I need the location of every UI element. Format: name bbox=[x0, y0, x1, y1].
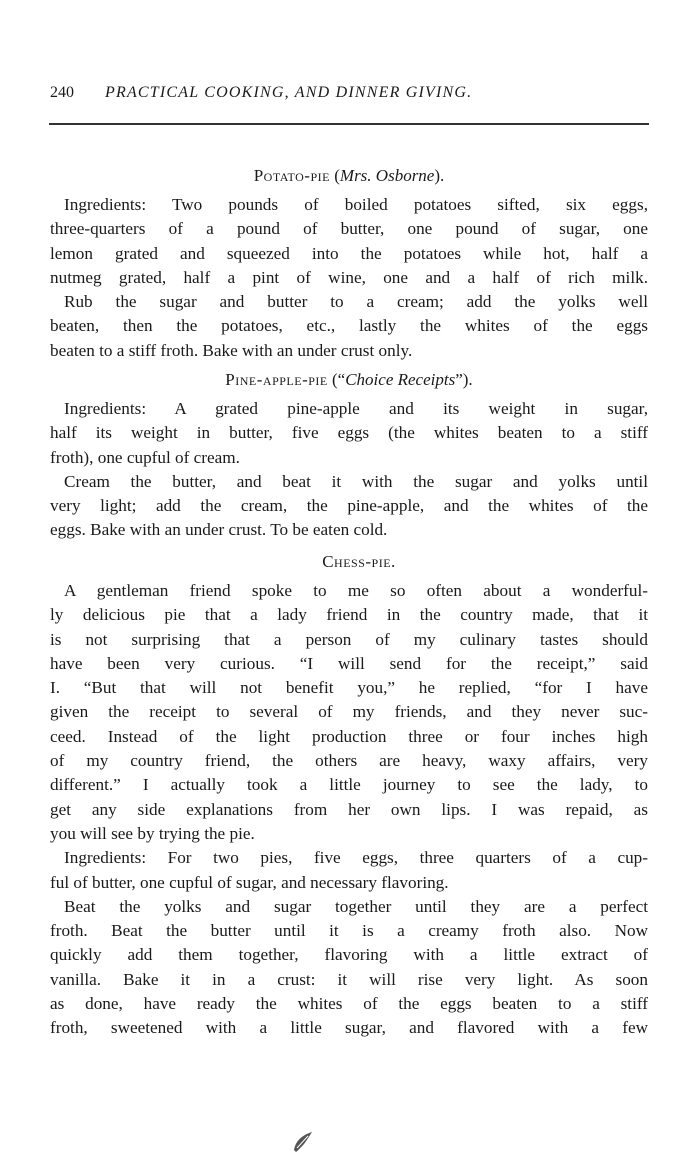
text-line: lemon grated and squeezed into the potatoes while hot, half a bbox=[50, 243, 648, 263]
text-line: half its weight in butter, five eggs (the whites beaten to a stiff bbox=[50, 423, 648, 443]
text-line: as done, have ready the whites of the eggs beaten to a stiff bbox=[50, 994, 648, 1014]
text-line: froth), one cupful of cream. bbox=[50, 447, 240, 467]
text-line: of my country friend, the others are heavy, waxy affairs, very bbox=[50, 751, 648, 771]
text-line: three-quarters of a pound of butter, one pound of sugar, one bbox=[50, 219, 648, 239]
text-line: you will see by trying the pie. bbox=[50, 823, 255, 843]
text-line: is not surprising that a person of my culinary tastes should bbox=[50, 629, 648, 649]
title-end: ). bbox=[434, 166, 445, 185]
recipe-title-pine-apple-pie bbox=[50, 370, 648, 390]
recipe-body-potato-pie bbox=[50, 193, 648, 363]
text-line: eggs. Bake with an under crust. To be eaten cold. bbox=[50, 520, 388, 540]
text-line: beaten, then the potatoes, etc., lastly the whites of the eggs bbox=[50, 316, 648, 336]
text-line: Ingredients: A grated pine-apple and its weight in sugar, bbox=[64, 399, 648, 418]
text-line: Cream the butter, and beat it with the sugar and yolks until bbox=[64, 471, 648, 491]
text-line: A gentleman friend spoke to me so often about a wonderful- bbox=[64, 581, 648, 600]
page-number: 240 bbox=[50, 84, 74, 101]
text-line: ful of butter, one cupful of sugar, and necessary flavoring. bbox=[50, 872, 449, 892]
text-line: Ingredients: For two pies, five eggs, three quarters of a cup- bbox=[64, 848, 648, 868]
text-line: different.” I actually took a little journey to see the lady, to bbox=[50, 775, 648, 795]
text-line: nutmeg grated, half a pint of wine, one and a half of rich milk. bbox=[50, 267, 648, 287]
title-main: Pine-apple-pie bbox=[225, 370, 328, 389]
title-source: Mrs. Osborne bbox=[339, 166, 435, 185]
text-line: ly delicious pie that a lady friend in the country made, that it bbox=[50, 605, 648, 625]
header-rule bbox=[49, 123, 649, 125]
text-line: Ingredients: Two pounds of boiled potatoes sifted, six eggs, bbox=[64, 195, 648, 214]
text-line: froth, sweetened with a little sugar, and flavored with a few bbox=[50, 1018, 648, 1038]
title-main: Chess-pie. bbox=[322, 552, 396, 571]
title-end: ”). bbox=[455, 370, 473, 389]
title-main: Potato-pie bbox=[253, 166, 330, 185]
title-sep: ( bbox=[329, 166, 340, 185]
text-line: I. “But that will not benefit you,” he replied, “for I have bbox=[50, 678, 648, 698]
text-line: Rub the sugar and butter to a cream; add the yolks well bbox=[64, 292, 648, 312]
text-line: ceed. Instead of the light production three or four inches high bbox=[50, 726, 648, 746]
text-line: quickly add them together, flavoring with a little extract of bbox=[50, 945, 648, 965]
text-line: given the receipt to several of my friends, and they never suc- bbox=[50, 702, 648, 722]
recipe-body-pine-apple-pie bbox=[50, 397, 648, 543]
text-line: have been very curious. “I will send for the receipt,” said bbox=[50, 653, 648, 673]
running-title: PRACTICAL COOKING, AND DINNER GIVING. bbox=[105, 84, 473, 101]
title-sep: (“ bbox=[327, 370, 346, 389]
text-line: beaten to a stiff froth. Bake with an under crust only. bbox=[50, 340, 413, 360]
text-line: froth. Beat the butter until it is a creamy froth also. Now bbox=[50, 921, 648, 941]
text-line: get any side explanations from her own lips. I was repaid, as bbox=[50, 799, 648, 819]
title-source: Choice Receipts bbox=[345, 370, 456, 389]
recipe-body-chess-pie bbox=[50, 579, 648, 1041]
recipe-title-chess-pie bbox=[60, 552, 658, 572]
text-line: Beat the yolks and sugar together until they are a perfect bbox=[64, 896, 648, 916]
text-line: vanilla. Bake it in a crust: it will rise very light. As soon bbox=[50, 969, 648, 989]
printer-ornament-icon bbox=[288, 1128, 316, 1156]
text-line: very light; add the cream, the pine-apple, and the whites of the bbox=[50, 496, 648, 516]
recipe-title-potato-pie bbox=[50, 166, 648, 186]
